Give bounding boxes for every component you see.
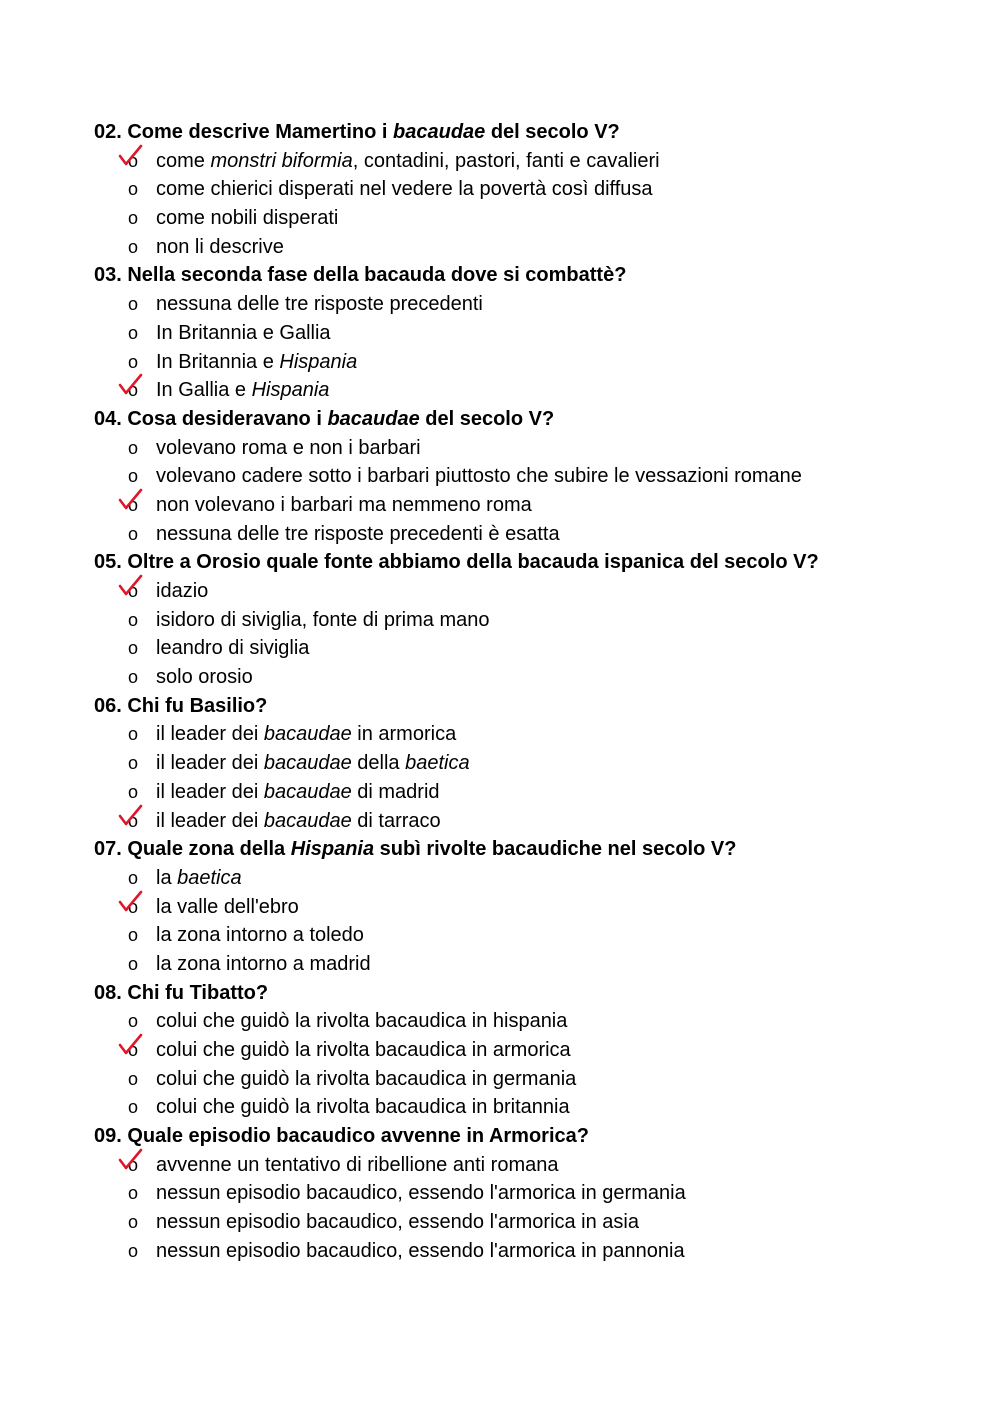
question-title	[94, 405, 914, 434]
radio-bullet-icon[interactable]: o	[127, 667, 138, 688]
text-segment: la zona intorno a madrid	[156, 952, 371, 975]
answer-label	[156, 322, 331, 344]
text-segment: il leader dei	[156, 780, 264, 803]
text-segment: In Britannia e	[156, 350, 280, 373]
radio-bullet-icon[interactable]: o	[127, 810, 138, 831]
text-segment: volevano roma e non i barbari	[156, 436, 421, 459]
answer-label	[156, 752, 470, 774]
answer-option[interactable]	[94, 520, 914, 549]
text-segment: In Gallia e	[156, 379, 252, 402]
text-segment: il leader dei	[156, 723, 264, 746]
answer-options	[94, 1007, 914, 1122]
answer-label	[156, 379, 329, 401]
radio-bullet-icon[interactable]: o	[127, 523, 138, 544]
answer-option-selected[interactable]	[94, 376, 914, 405]
answer-option-selected[interactable]	[94, 893, 914, 922]
answer-option-selected[interactable]	[94, 491, 914, 520]
answer-label	[156, 293, 483, 315]
radio-bullet-icon[interactable]: o	[127, 236, 138, 257]
answer-option[interactable]	[94, 921, 914, 950]
radio-bullet-icon[interactable]: o	[127, 1240, 138, 1261]
answer-option[interactable]	[94, 1179, 914, 1208]
red-checkmark-icon	[116, 802, 146, 832]
question-title	[94, 261, 914, 290]
text-segment: 02. Come descrive Mamertino i	[94, 121, 394, 143]
radio-bullet-icon[interactable]: o	[127, 466, 138, 487]
text-segment: il leader dei	[156, 752, 264, 775]
text-segment: come	[156, 149, 211, 172]
italic-text: bacaudae	[327, 407, 420, 430]
answer-label	[156, 1240, 685, 1262]
answer-label	[156, 494, 532, 516]
answer-label	[156, 1182, 686, 1204]
question-title	[94, 835, 914, 864]
red-checkmark-icon	[116, 888, 146, 918]
italic-text: bacaudae	[393, 121, 486, 143]
answer-option[interactable]	[94, 1093, 914, 1122]
answer-label	[156, 896, 299, 918]
italic-text: baetica	[405, 752, 470, 775]
question-title	[94, 979, 914, 1008]
answer-option-selected[interactable]	[94, 147, 914, 176]
question-block	[94, 692, 914, 835]
answer-label	[156, 1010, 567, 1032]
answer-label	[156, 178, 653, 200]
radio-bullet-icon[interactable]: o	[127, 609, 138, 630]
radio-bullet-icon[interactable]: o	[127, 896, 138, 917]
answer-option[interactable]	[94, 204, 914, 233]
answer-label	[156, 609, 490, 631]
text-segment: 06. Chi fu Basilio?	[94, 694, 268, 717]
text-segment: come nobili disperati	[156, 207, 339, 230]
italic-text: Hispania	[279, 350, 358, 373]
text-segment: subì rivolte bacaudiche nel secolo V?	[374, 838, 737, 861]
red-checkmark-icon	[116, 1146, 146, 1176]
text-segment: del secolo V?	[485, 121, 620, 143]
question-block	[94, 835, 914, 978]
text-segment: di tarraco	[351, 809, 441, 832]
radio-bullet-icon[interactable]: o	[127, 351, 138, 372]
question-block	[94, 261, 914, 404]
answer-label	[156, 351, 357, 373]
radio-bullet-icon[interactable]: o	[127, 1097, 138, 1118]
answer-label	[156, 666, 253, 688]
radio-bullet-icon[interactable]: o	[127, 581, 138, 601]
answer-label	[156, 810, 441, 832]
radio-bullet-icon[interactable]: o	[127, 638, 138, 659]
answer-option-selected[interactable]	[94, 1151, 914, 1180]
answer-options	[94, 1151, 914, 1266]
answer-label	[156, 637, 309, 659]
answer-options	[94, 290, 914, 405]
italic-text: bacaudae	[263, 723, 352, 746]
radio-bullet-icon[interactable]: o	[127, 953, 138, 974]
radio-bullet-icon[interactable]: o	[127, 179, 138, 200]
answer-label	[156, 924, 364, 946]
answer-label	[156, 523, 560, 545]
text-segment: 09. Quale episodio bacaudico avvenne in Armorica?	[94, 1125, 589, 1148]
radio-bullet-icon[interactable]: o	[127, 1212, 138, 1233]
text-segment: colui che guidò la rivolta bacaudica in armorica	[156, 1039, 571, 1061]
question-block	[94, 548, 914, 691]
italic-text: bacaudae	[263, 752, 352, 775]
text-segment: nessun episodio bacaudico, essendo l'armorica in pannonia	[156, 1239, 685, 1262]
answer-option[interactable]	[94, 319, 914, 348]
red-checkmark-icon	[116, 371, 146, 401]
text-segment: isidoro di siviglia, fonte di prima mano	[156, 608, 490, 631]
radio-bullet-icon[interactable]: o	[127, 724, 138, 745]
answer-option[interactable]	[94, 1007, 914, 1036]
question-block	[94, 979, 914, 1122]
radio-bullet-icon[interactable]: o	[127, 494, 138, 515]
text-segment: 07. Quale zona della	[94, 838, 291, 861]
text-segment: nessun episodio bacaudico, essendo l'armorica in asia	[156, 1211, 639, 1234]
text-segment: volevano cadere sotto i barbari piuttosto che subire le vessazioni romane	[156, 465, 802, 488]
text-segment: colui che guidò la rivolta bacaudica in germania	[156, 1067, 577, 1090]
answer-option[interactable]	[94, 634, 914, 663]
answer-label	[156, 150, 660, 172]
answer-label	[156, 437, 421, 459]
answer-option-selected[interactable]	[94, 807, 914, 836]
answer-option[interactable]	[94, 1208, 914, 1237]
italic-text: Hispania	[251, 379, 330, 402]
red-checkmark-icon	[116, 1031, 146, 1061]
radio-bullet-icon[interactable]: o	[127, 380, 138, 401]
answer-option[interactable]	[94, 175, 914, 204]
text-segment: idazio	[156, 580, 209, 602]
radio-bullet-icon[interactable]: o	[127, 781, 138, 802]
red-checkmark-icon	[116, 142, 146, 172]
answer-option[interactable]	[94, 462, 914, 491]
answer-option[interactable]	[94, 290, 914, 319]
red-checkmark-icon	[116, 486, 146, 516]
question-block	[94, 118, 914, 261]
answer-label	[156, 1211, 639, 1233]
text-segment: nessuna delle tre risposte precedenti	[156, 293, 483, 316]
question-title	[94, 692, 914, 721]
radio-bullet-icon[interactable]: o	[127, 150, 138, 171]
text-segment: di madrid	[351, 780, 440, 803]
text-segment: 04. Cosa desideravano i	[94, 407, 328, 430]
answer-label	[156, 953, 371, 975]
text-segment: 05. Oltre a Orosio quale fonte abbiamo della bacauda ispanica del secolo V?	[94, 551, 819, 574]
answer-option-selected[interactable]	[94, 577, 914, 606]
radio-bullet-icon[interactable]: o	[127, 753, 138, 774]
answer-options	[94, 577, 914, 692]
text-segment: non volevano i barbari ma nemmeno roma	[156, 493, 532, 516]
answer-option[interactable]	[94, 348, 914, 377]
answer-option[interactable]	[94, 864, 914, 893]
text-segment: della	[351, 752, 406, 775]
text-segment: in armorica	[351, 723, 457, 746]
answer-label	[156, 1039, 571, 1061]
answer-option[interactable]	[94, 663, 914, 692]
radio-bullet-icon[interactable]: o	[127, 925, 138, 946]
text-segment: colui che guidò la rivolta bacaudica in hispania	[156, 1010, 568, 1033]
text-segment: , contadini, pastori, fanti e cavalieri	[352, 149, 660, 172]
answer-option[interactable]	[94, 950, 914, 979]
text-segment: 08. Chi fu Tibatto?	[94, 981, 269, 1004]
red-checkmark-icon	[116, 572, 146, 602]
radio-bullet-icon[interactable]: o	[127, 208, 138, 229]
text-segment: la zona intorno a toledo	[156, 924, 364, 947]
radio-bullet-icon[interactable]: o	[127, 294, 138, 315]
answer-options	[94, 147, 914, 262]
italic-text: baetica	[177, 866, 242, 889]
answer-option[interactable]	[94, 749, 914, 778]
text-segment: colui che guidò la rivolta bacaudica in britannia	[156, 1096, 570, 1119]
radio-bullet-icon[interactable]: o	[127, 1011, 138, 1032]
text-segment: non li descrive	[156, 235, 284, 258]
radio-bullet-icon[interactable]: o	[127, 1154, 138, 1175]
italic-text: bacaudae	[263, 809, 352, 832]
text-segment: la valle dell'ebro	[156, 895, 299, 918]
question-block	[94, 405, 914, 548]
answer-label	[156, 1096, 570, 1118]
answer-label	[156, 781, 440, 803]
radio-bullet-icon[interactable]: o	[127, 1040, 138, 1060]
text-segment: 03. Nella seconda fase della bacauda dove si combattè?	[94, 264, 627, 287]
text-segment: leandro di siviglia	[156, 637, 310, 660]
question-title	[94, 118, 914, 147]
quiz-document	[94, 118, 914, 1266]
answer-option[interactable]	[94, 1237, 914, 1266]
radio-bullet-icon[interactable]: o	[127, 867, 138, 888]
answer-label	[156, 207, 338, 229]
text-segment: il leader dei	[156, 809, 264, 832]
answer-label	[156, 236, 284, 258]
answer-option[interactable]	[94, 434, 914, 463]
answer-label	[156, 1154, 558, 1176]
answer-label	[156, 465, 802, 487]
text-segment: solo orosio	[156, 666, 253, 689]
text-segment: come chierici disperati nel vedere la povertà così diffusa	[156, 178, 653, 201]
text-segment: del secolo V?	[419, 407, 555, 430]
question-title	[94, 1122, 914, 1151]
answer-option[interactable]	[94, 720, 914, 749]
answer-label	[156, 723, 456, 745]
answer-option[interactable]	[94, 1065, 914, 1094]
italic-text: monstri biformia	[210, 149, 353, 172]
text-segment: nessun episodio bacaudico, essendo l'armorica in germania	[156, 1182, 686, 1205]
radio-bullet-icon[interactable]: o	[127, 437, 138, 458]
question-title	[94, 548, 914, 577]
radio-bullet-icon[interactable]: o	[127, 1068, 138, 1089]
text-segment: avvenne un tentativo di ribellione anti romana	[156, 1153, 559, 1176]
answer-label	[156, 1068, 576, 1090]
italic-text: Hispania	[290, 838, 375, 861]
answer-label	[156, 580, 208, 602]
answer-option[interactable]	[94, 606, 914, 635]
radio-bullet-icon[interactable]: o	[127, 1183, 138, 1204]
answer-options	[94, 720, 914, 835]
answer-options	[94, 434, 914, 549]
answer-label	[156, 867, 242, 889]
text-segment: In Britannia e Gallia	[156, 321, 331, 344]
answer-options	[94, 864, 914, 979]
text-segment: la	[156, 866, 178, 889]
answer-option-selected[interactable]	[94, 1036, 914, 1065]
question-block	[94, 1122, 914, 1265]
answer-option[interactable]	[94, 233, 914, 262]
radio-bullet-icon[interactable]: o	[127, 322, 138, 343]
italic-text: bacaudae	[263, 780, 352, 803]
answer-option[interactable]	[94, 778, 914, 807]
text-segment: nessuna delle tre risposte precedenti è esatta	[156, 522, 560, 545]
